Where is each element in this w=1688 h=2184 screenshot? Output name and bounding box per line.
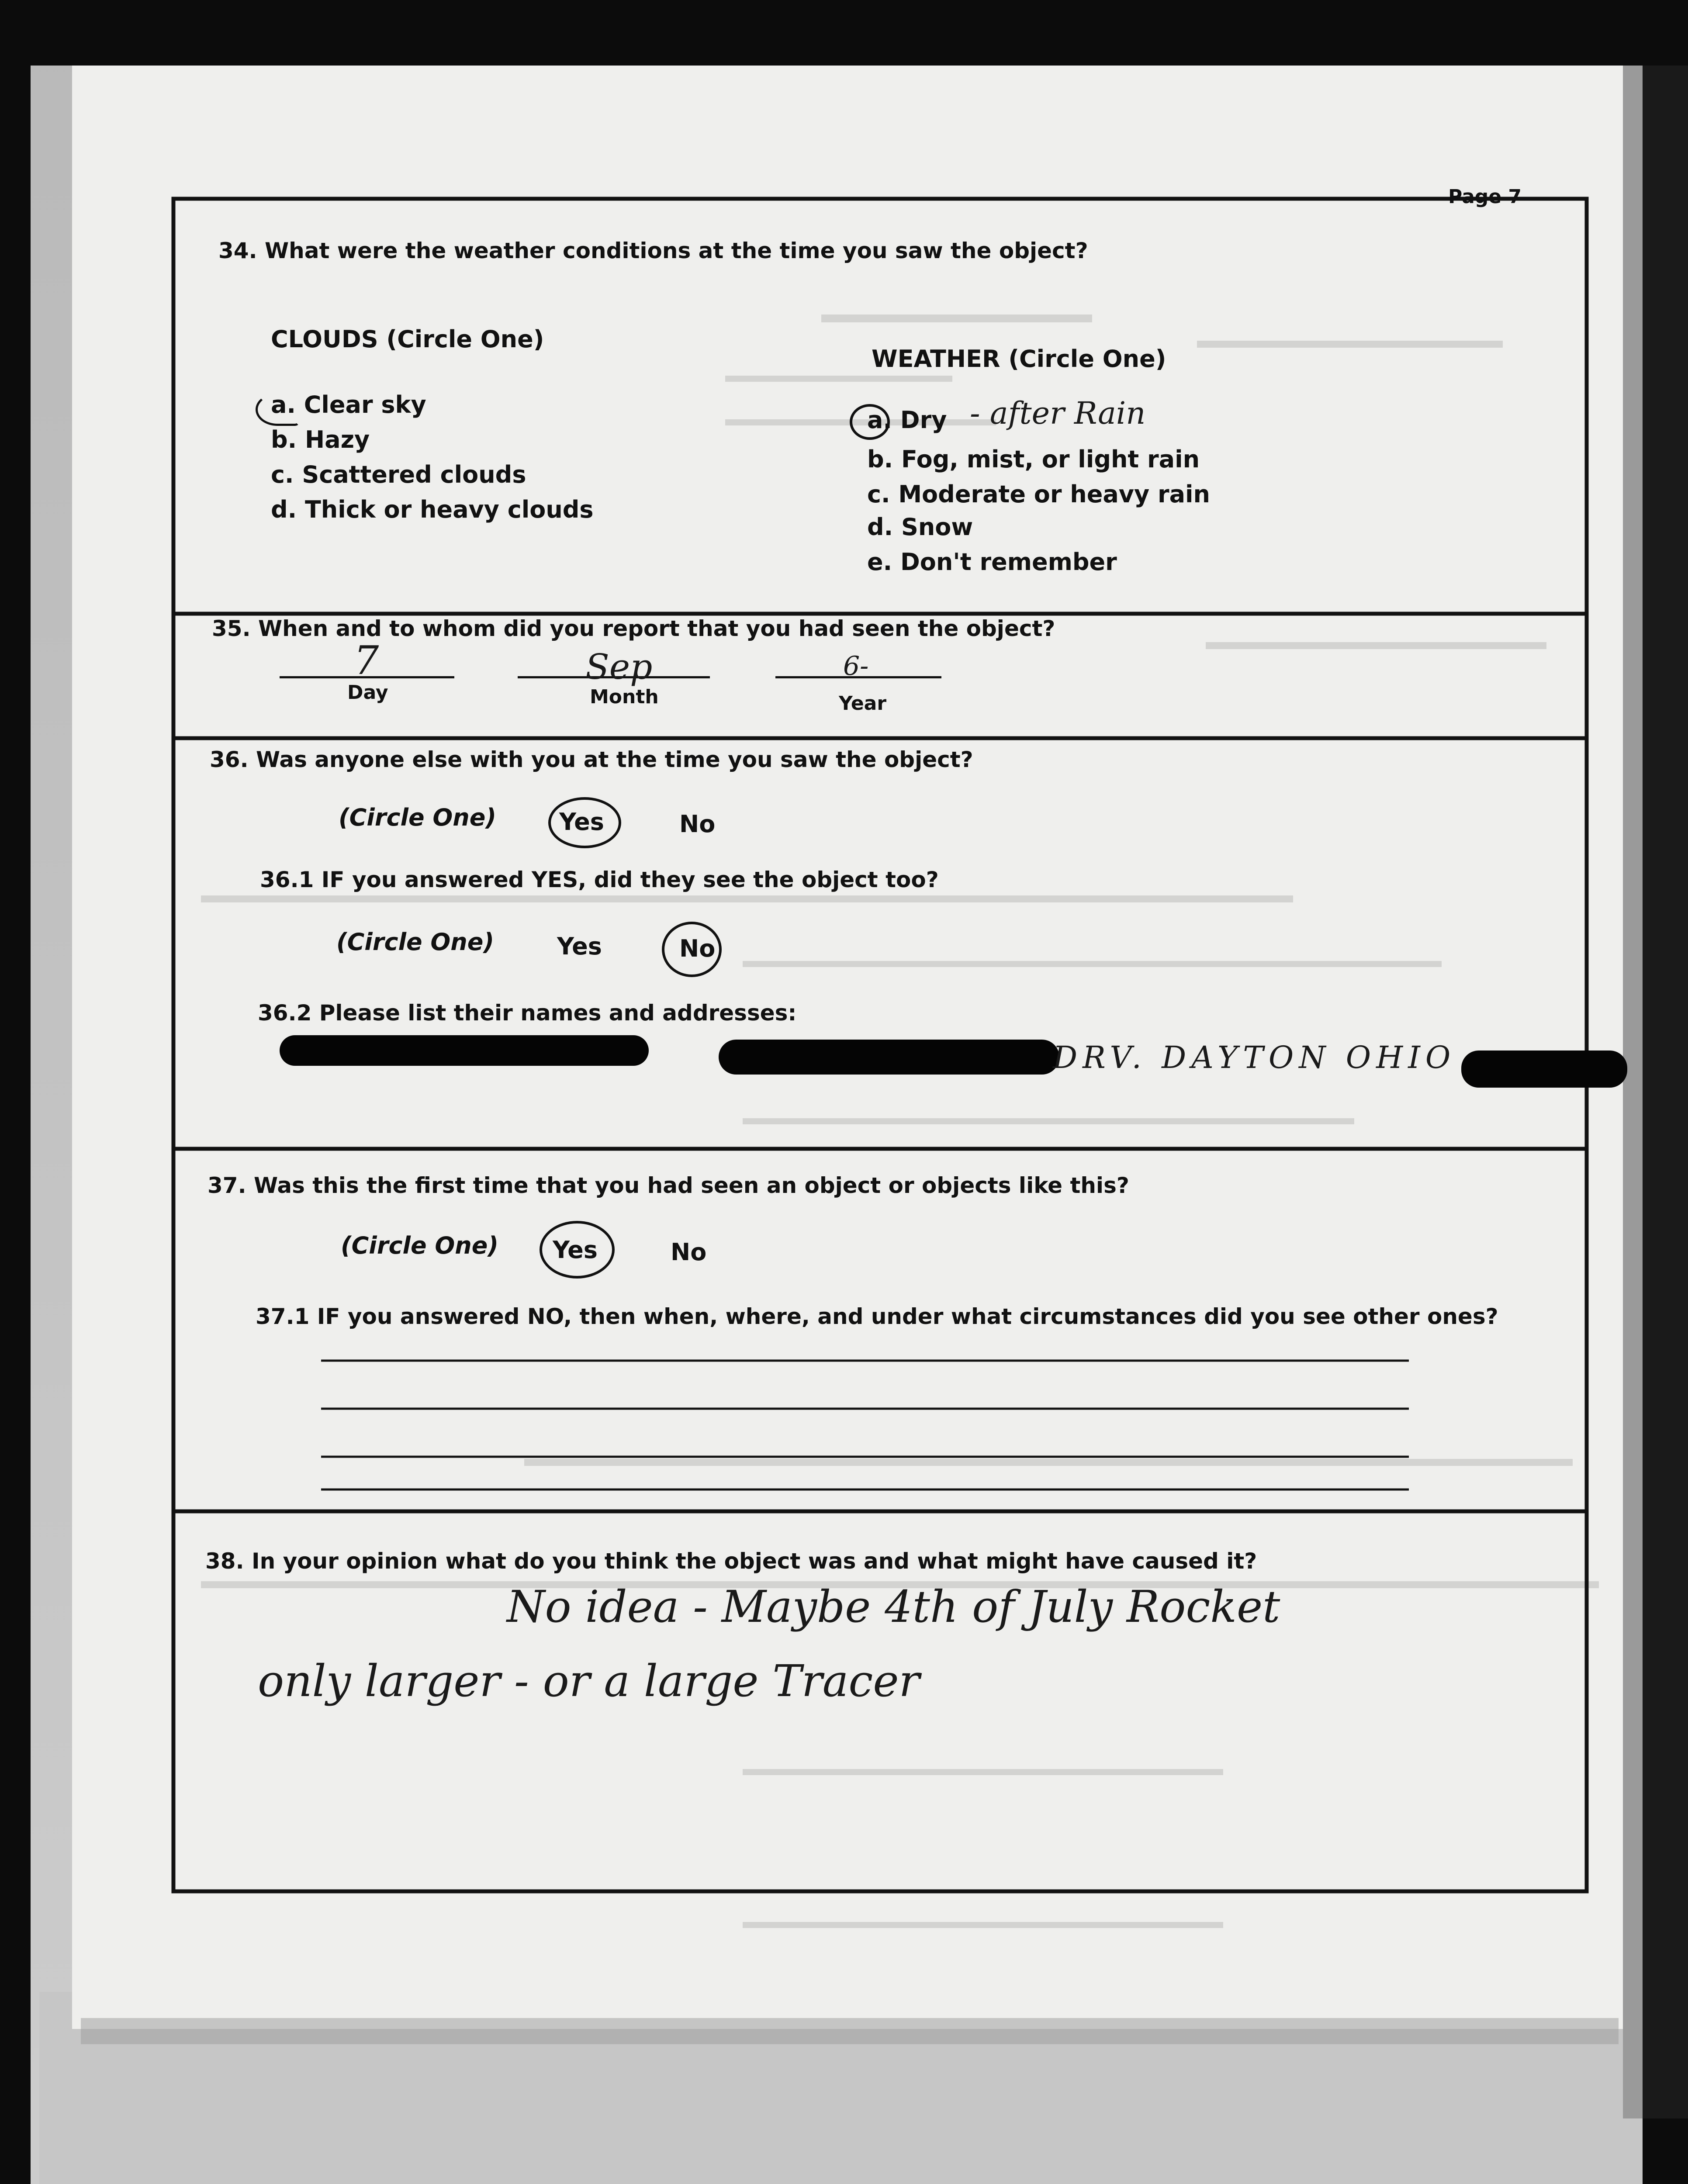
clouds-heading: CLOUDS (Circle One) — [271, 325, 544, 353]
year-value[interactable]: 6- — [843, 651, 869, 681]
q38-answer-line-2: only larger - or a large Tracer — [258, 1655, 920, 1707]
month-label: Month — [590, 686, 659, 708]
q35-question: 35. When and to whom did you report that you had seen the object? — [212, 616, 1055, 641]
q362-question: 36.2 Please list their names and addresses: — [258, 1000, 797, 1026]
q371-question: 37.1 IF you answered NO, then when, where, and under what circumstances did you see other ones? — [256, 1304, 1498, 1329]
clouds-option-thick[interactable]: d. Thick or heavy clouds — [271, 496, 594, 523]
q361-circle-one: (Circle One) — [336, 928, 495, 956]
q37-circle-one: (Circle One) — [341, 1232, 499, 1259]
q37-yes[interactable]: Yes — [553, 1236, 598, 1264]
weather-option-fog[interactable]: b. Fog, mist, or light rain — [867, 446, 1200, 473]
clouds-option-clear[interactable]: a. Clear sky — [271, 391, 426, 418]
day-label: Day — [347, 681, 388, 704]
q361-yes[interactable]: Yes — [557, 933, 602, 960]
page-label: Page 7 — [1448, 186, 1522, 208]
q38-question: 38. In your opinion what do you think the object was and what might have caused it? — [205, 1548, 1257, 1574]
q361-selection-circle — [662, 922, 722, 977]
weather-option-dry[interactable]: a. Dry — [867, 406, 947, 434]
day-value[interactable]: 7 — [354, 638, 379, 684]
weather-option-dont-remember[interactable]: e. Don't remember — [867, 548, 1117, 576]
weather-option-snow[interactable]: d. Snow — [867, 513, 973, 541]
q36-yes[interactable]: Yes — [559, 808, 604, 836]
redaction-name-1 — [280, 1035, 649, 1066]
redaction-address-1 — [719, 1040, 1059, 1075]
clouds-option-hazy[interactable]: b. Hazy — [271, 426, 370, 453]
weather-option-rain[interactable]: c. Moderate or heavy rain — [867, 480, 1211, 508]
year-label: Year — [839, 692, 887, 715]
q361-no[interactable]: No — [679, 935, 716, 962]
q36-no[interactable]: No — [679, 810, 716, 838]
q37-selection-circle — [540, 1221, 615, 1279]
q362-handwritten-address: DRV. DAYTON OHIO — [1053, 1040, 1456, 1075]
q36-circle-one: (Circle One) — [339, 804, 497, 831]
redaction-address-2 — [1461, 1051, 1627, 1088]
weather-handwritten-note: - after Rain — [970, 395, 1146, 431]
clouds-selection-circle — [256, 393, 299, 426]
q37-no[interactable]: No — [671, 1238, 707, 1266]
q36-selection-circle — [548, 797, 621, 848]
q361-question: 36.1 IF you answered YES, did they see the object too? — [260, 867, 939, 892]
clouds-option-scattered[interactable]: c. Scattered clouds — [271, 461, 526, 488]
q37-question: 37. Was this the first time that you had seen an object or objects like this? — [208, 1173, 1129, 1198]
q36-question: 36. Was anyone else with you at the time you saw the object? — [210, 747, 973, 772]
weather-selection-circle — [850, 404, 890, 440]
month-value[interactable]: Sep — [585, 646, 653, 687]
q34-question: 34. What were the weather conditions at the time you saw the object? — [218, 238, 1088, 263]
q38-answer-line-1: No idea - Maybe 4th of July Rocket — [507, 1581, 1280, 1632]
weather-heading: WEATHER (Circle One) — [872, 345, 1166, 373]
